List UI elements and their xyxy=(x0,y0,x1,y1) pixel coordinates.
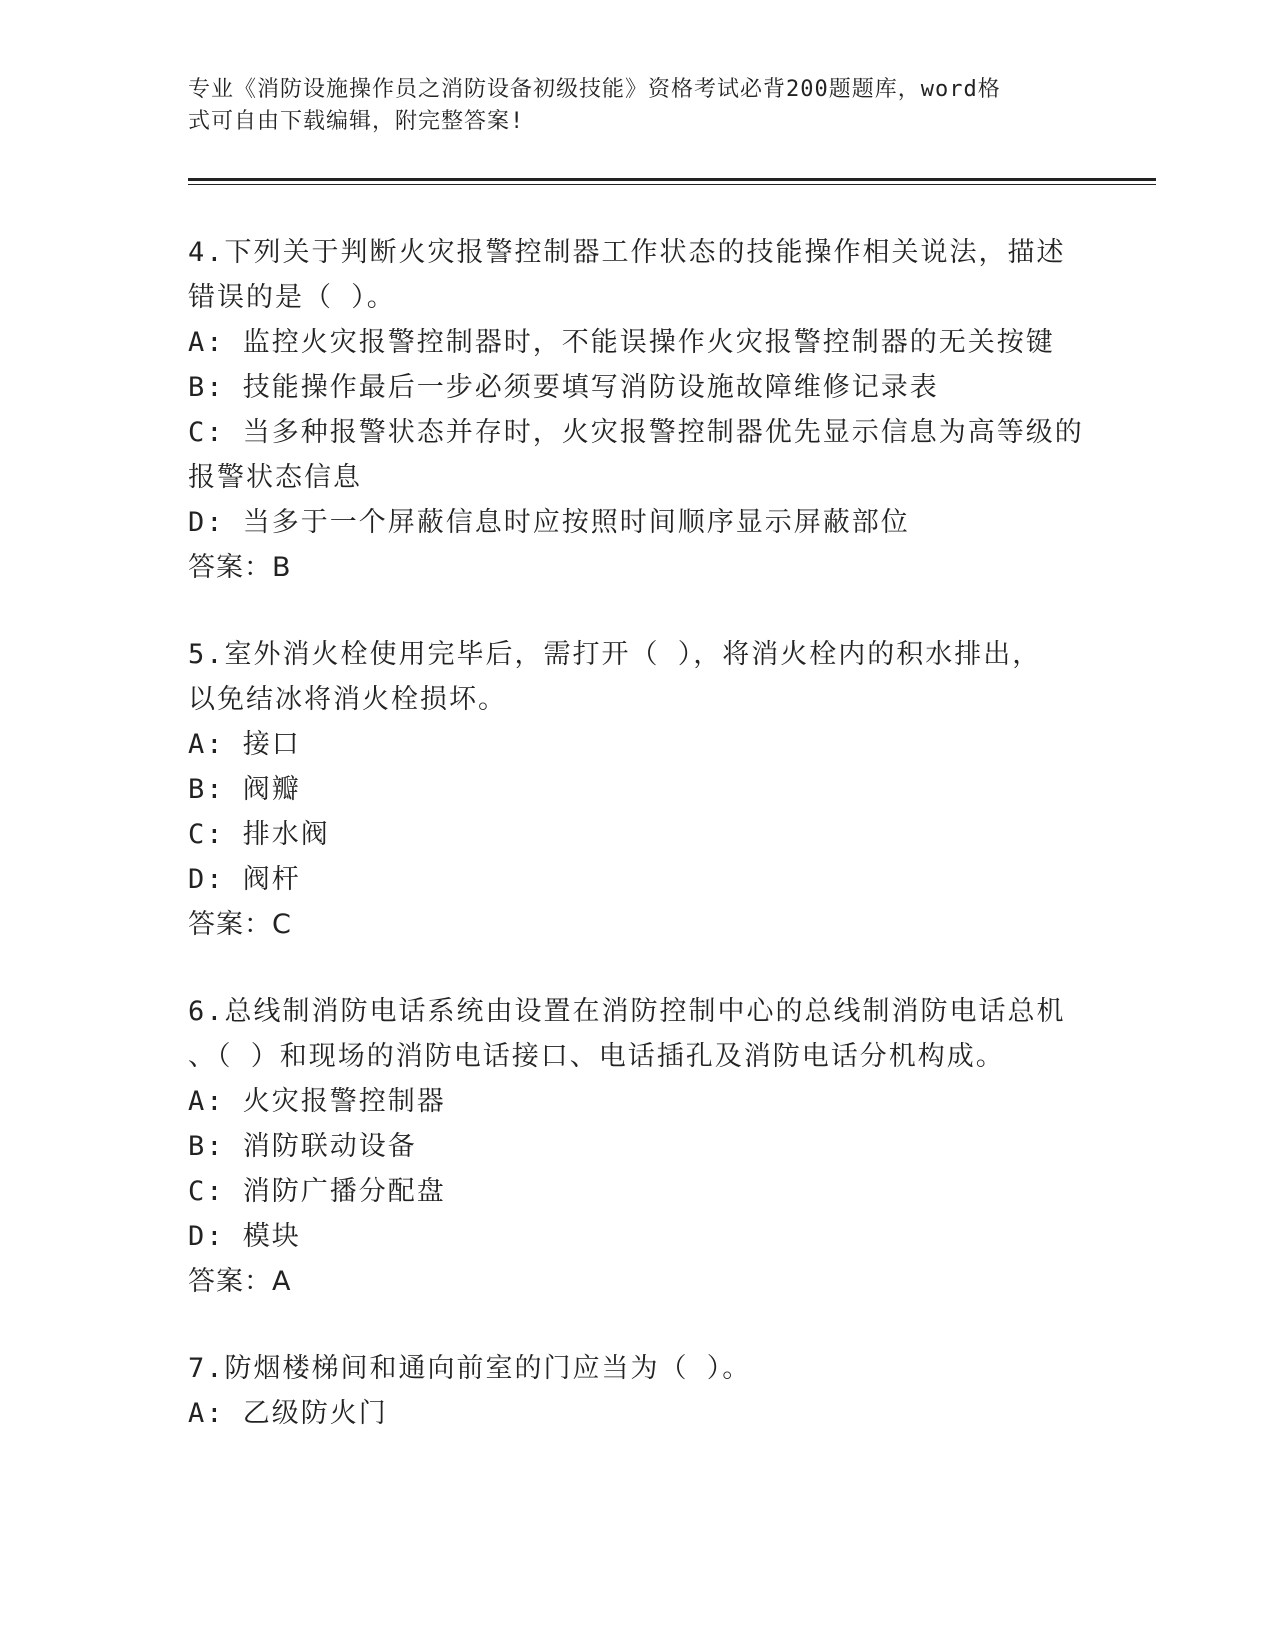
answer: 答案：A xyxy=(188,1266,292,1297)
option-a: A: 接口 xyxy=(188,729,301,760)
answer: 答案：B xyxy=(188,552,292,583)
option-d: D: 阀杆 xyxy=(188,864,301,895)
question-7 xyxy=(188,1346,1088,1436)
option-b: B: 消防联动设备 xyxy=(188,1131,417,1162)
answer: 答案：C xyxy=(188,909,292,940)
option-b: B: 阀瓣 xyxy=(188,774,301,805)
option-c: C: 排水阀 xyxy=(188,819,330,850)
question-5 xyxy=(188,632,1088,947)
question-list xyxy=(188,230,1088,1478)
question-text-line: 7.防烟楼梯间和通向前室的门应当为（ ）。 xyxy=(188,1353,752,1384)
option-a: A: 火灾报警控制器 xyxy=(188,1086,446,1117)
option-c: C: 当多种报警状态并存时，火灾报警控制器优先显示信息为高等级的 xyxy=(188,417,1084,448)
option-a: A: 乙级防火门 xyxy=(188,1398,388,1429)
question-text-line: 以免结冰将消火栓损坏。 xyxy=(188,684,507,715)
header-line-1: 专业《消防设施操作员之消防设备初级技能》资格考试必背200题题库，word格 xyxy=(188,77,1001,102)
header-divider-thick xyxy=(188,178,1156,181)
option-c: C: 消防广播分配盘 xyxy=(188,1176,446,1207)
question-text-line: 6.总线制消防电话系统由设置在消防控制中心的总线制消防电话总机 xyxy=(188,996,1066,1027)
question-text-line: 4.下列关于判断火灾报警控制器工作状态的技能操作相关说法，描述 xyxy=(188,237,1066,268)
question-6 xyxy=(188,989,1088,1304)
question-text-line: 、（ ）和现场的消防电话接口、电话插孔及消防电话分机构成。 xyxy=(188,1041,1005,1072)
option-d: D: 模块 xyxy=(188,1221,301,1252)
option-c-continued: 报警状态信息 xyxy=(188,462,362,493)
option-b: B: 技能操作最后一步必须要填写消防设施故障维修记录表 xyxy=(188,372,939,403)
document-header xyxy=(188,74,1068,138)
header-line-2: 式可自由下载编辑，附完整答案! xyxy=(188,109,525,134)
question-4 xyxy=(188,230,1088,590)
option-d: D: 当多于一个屏蔽信息时应按照时间顺序显示屏蔽部位 xyxy=(188,507,910,538)
option-a: A: 监控火灾报警控制器时，不能误操作火灾报警控制器的无关按键 xyxy=(188,327,1055,358)
header-divider-thin xyxy=(188,184,1156,185)
question-text-line: 5.室外消火栓使用完毕后，需打开（ ），将消火栓内的积水排出， xyxy=(188,639,1042,670)
question-text-line: 错误的是（ ）。 xyxy=(188,282,396,313)
